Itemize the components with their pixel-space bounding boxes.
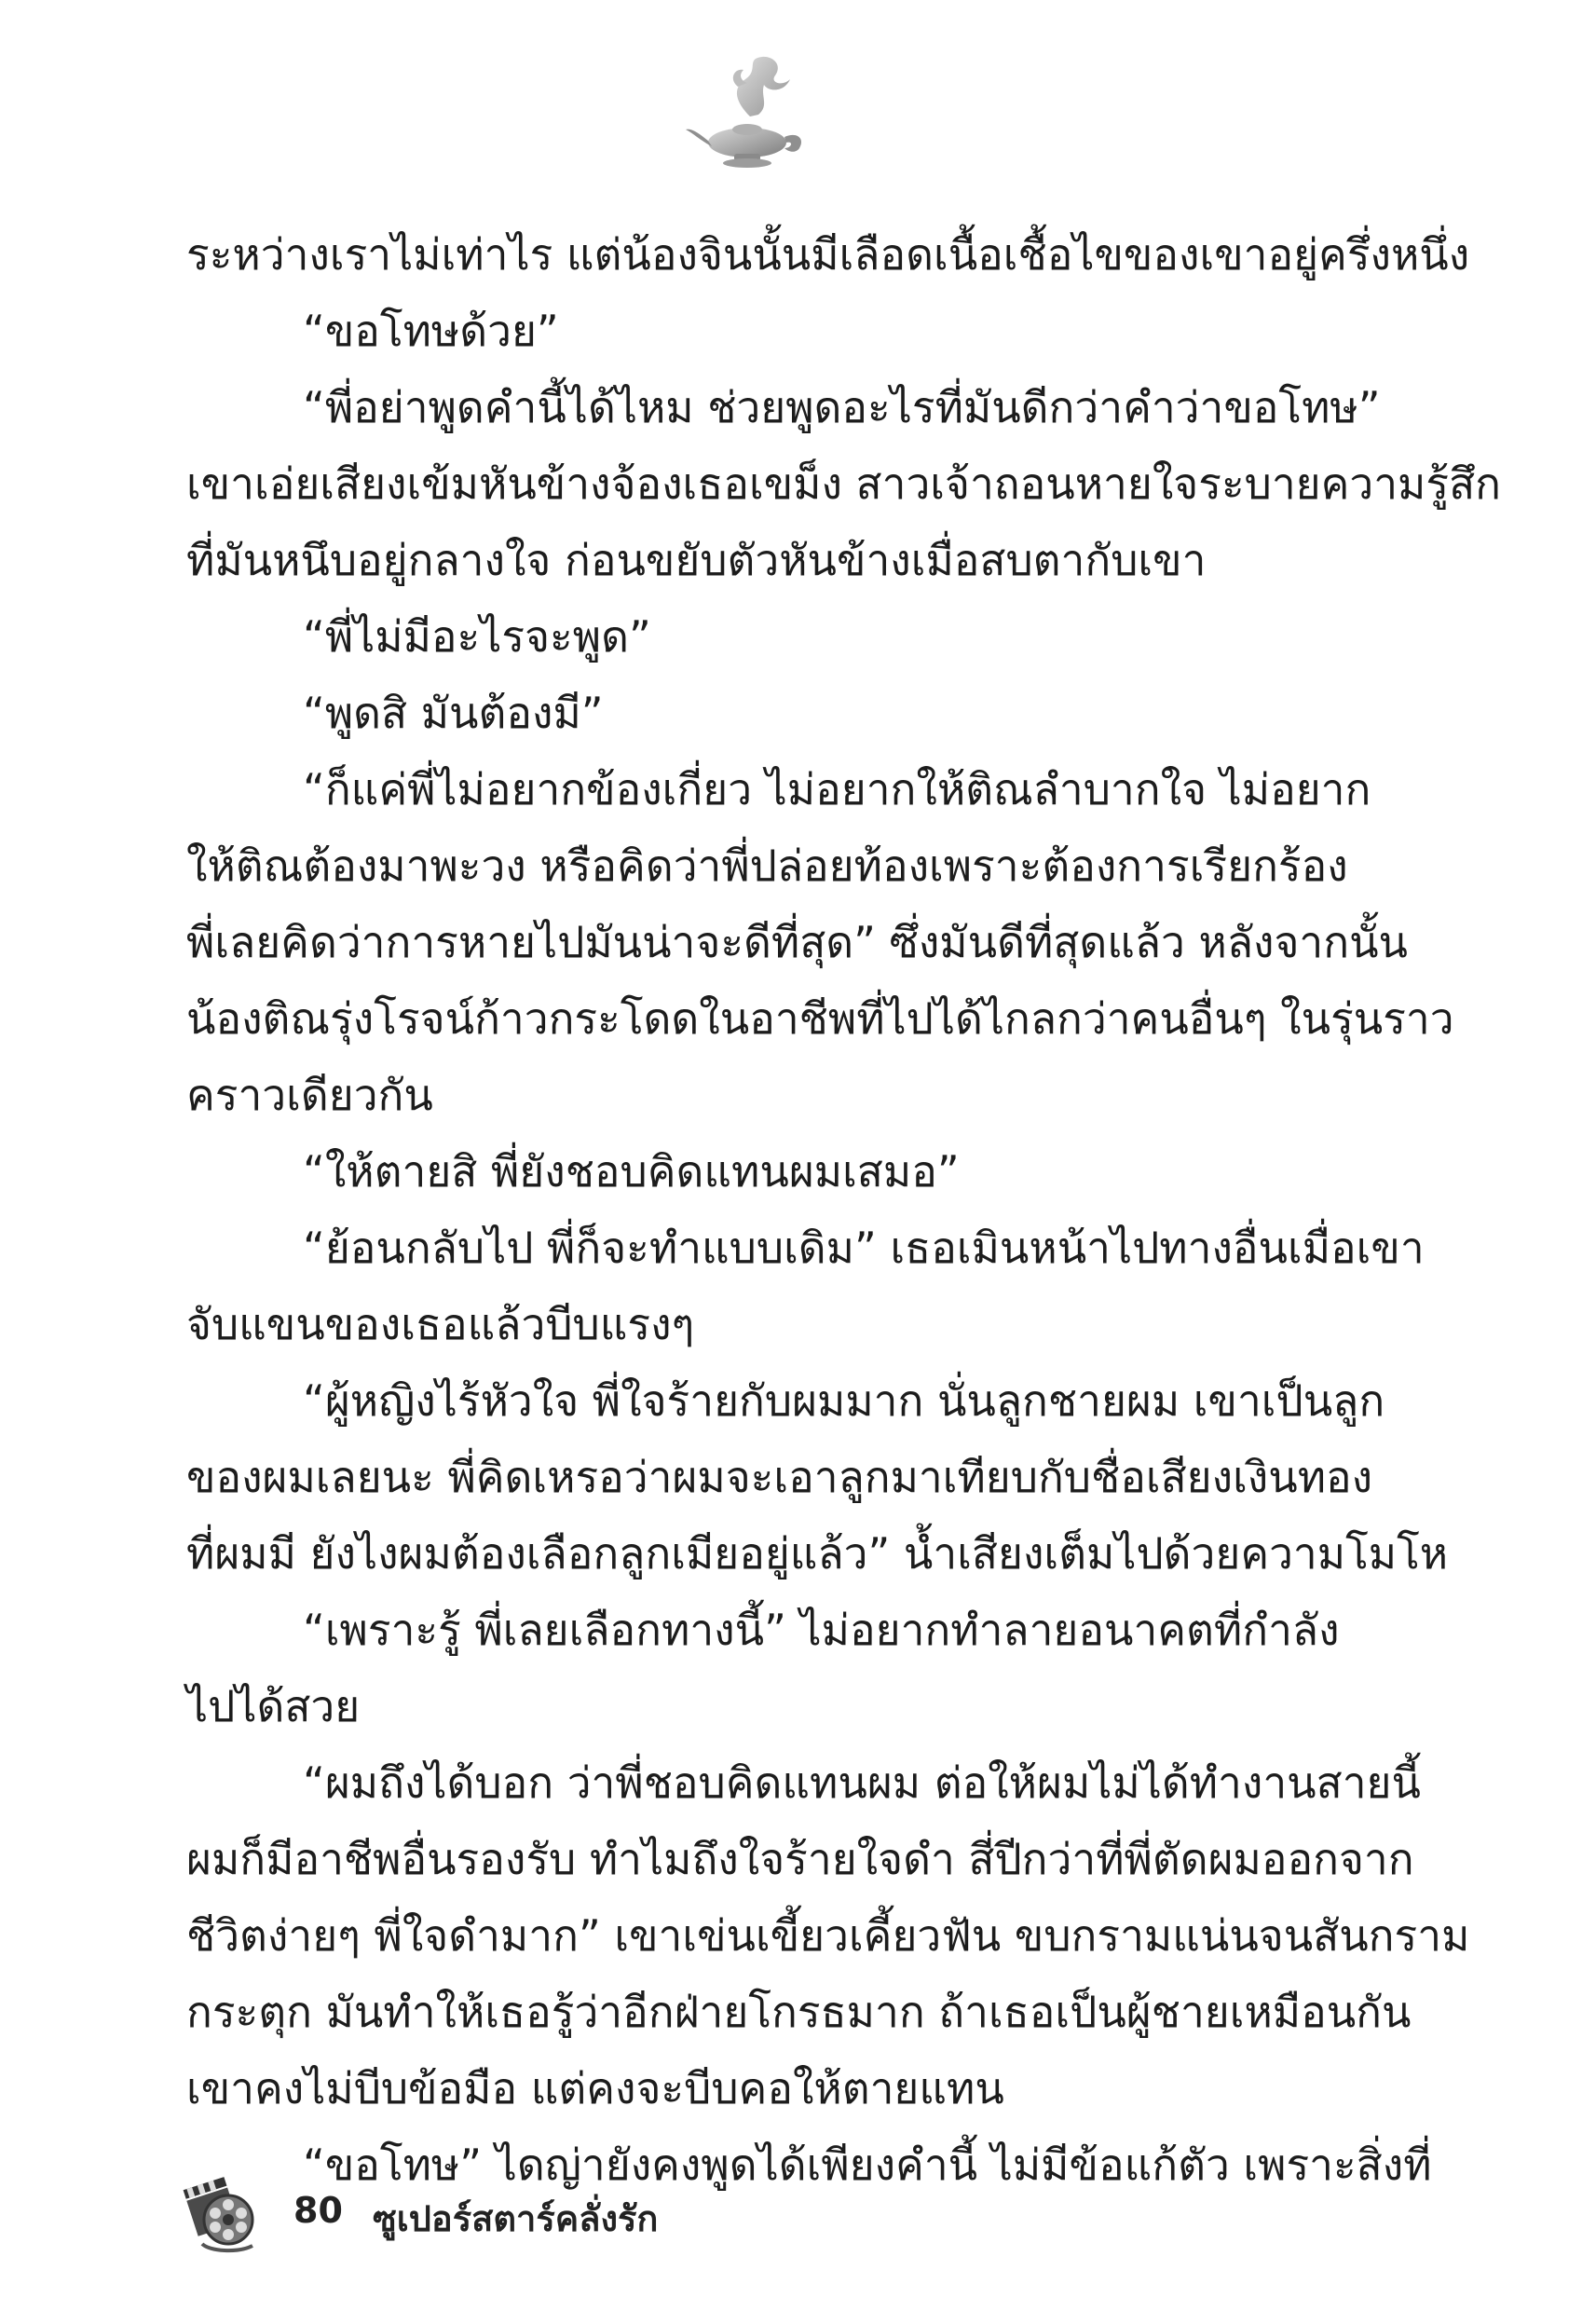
book-title: ซูเปอร์สตาร์คลั่งรัก [373,2198,659,2239]
text-line: คราวเดียวกัน [186,1070,433,1120]
text-line: ผมก็มีอาชีพอื่นรองรับ ทำไมถึงใจร้ายใจดำ สี่ปีกว่าที่พี่ตัดผมออกจาก [186,1834,1414,1884]
text-line: “พูดสิ มันต้องมี” [303,688,604,738]
text-line: ให้ติณต้องมาพะวง หรือคิดว่าพี่ปล่อยท้องเพราะต้องการเรียกร้อง [186,841,1348,891]
text-line: ไปได้สวย [186,1681,361,1731]
text-line: ที่มันหนึบอยู่กลางใจ ก่อนขยับตัวหันข้างเมื่อสบตากับเขา [186,535,1207,585]
text-line: “ผู้หญิงไร้หัวใจ พี่ใจร้ายกับผมมาก นั่นลูกชายผม เขาเป็นลูก [303,1375,1385,1426]
text-line: “ขอโทษ” ไดญ่ายังคงพูดได้เพียงคำนี้ ไม่มีข้อแก้ตัว เพราะสิ่งที่ [303,2140,1432,2190]
genie-lamp-icon [680,51,820,172]
text-line: เขาคงไม่บีบข้อมือ แต่คงจะบีบคอให้ตายแทน [186,2063,1004,2113]
text-line: “พี่ไม่มีอะไรจะพูด” [303,611,651,662]
text-line: จับแขนของเธอแล้วบีบแรงๆ [186,1299,695,1349]
text-line: กระตุก มันทำให้เธอรู้ว่าอีกฝ่ายโกรธมาก ถ้าเธอเป็นผู้ชายเหมือนกัน [186,1987,1412,2037]
text-line: ชีวิตง่ายๆ พี่ใจดำมาก” เขาเข่นเขี้ยวเคี้ยวฟัน ขบกรามแน่นจนสันกราม [186,1910,1470,1961]
page-footer [182,2162,1020,2264]
text-line: พี่เลยคิดว่าการหายไปมันน่าจะดีที่สุด” ซึ่งมันดีที่สุดแล้ว หลังจากนั้น [186,917,1408,967]
text-line: “ผมถึงได้บอก ว่าพี่ชอบคิดแทนผม ต่อให้ผมไม่ได้ทำงานสายนี้ [303,1757,1421,1808]
text-line: “ย้อนกลับไป พี่ก็จะทำแบบเดิม” เธอเมินหน้าไปทางอื่นเมื่อเขา [303,1223,1425,1273]
text-line: “พี่อย่าพูดคำนี้ได้ไหม ช่วยพูดอะไรที่มันดีกว่าคำว่าขอโทษ” [303,382,1381,432]
text-line: “เพราะรู้ พี่เลยเลือกทางนี้” ไม่อยากทำลายอนาคตที่กำลัง [303,1605,1340,1655]
text-line: “ก็แค่พี่ไม่อยากข้องเกี่ยว ไม่อยากให้ติณลำบากใจ ไม่อยาก [303,764,1371,814]
text-line: ของผมเลยนะ พี่คิดเหรอว่าผมจะเอาลูกมาเทียบกับชื่อเสียงเงินทอง [186,1452,1373,1502]
text-line: ที่ผมมี ยังไงผมต้องเลือกลูกเมียอยู่แล้ว” น้ำเสียงเต็มไปด้วยความโมโห [186,1528,1449,1579]
text-line: เขาเอ่ยเสียงเข้มหันข้างจ้องเธอเขม็ง สาวเจ้าถอนหายใจระบายความรู้สึก [186,458,1502,509]
text-line: “ให้ตายสิ พี่ยังชอบคิดแทนผมเสมอ” [303,1146,960,1197]
film-reel-icon [182,2162,256,2255]
text-line: ระหว่างเราไม่เท่าไร แต่น้องจินนั้นมีเลือดเนื้อเชื้อไขของเขาอยู่ครึ่งหนึ่ง [186,229,1470,280]
body-text [186,216,1502,2203]
text-line: “ขอโทษด้วย” [303,306,559,356]
text-line: น้องติณรุ่งโรจน์ก้าวกระโดดในอาชีพที่ไปได้ไกลกว่าคนอื่นๆ ในรุ่นราว [186,993,1454,1044]
page-number: 80 [293,2190,343,2231]
